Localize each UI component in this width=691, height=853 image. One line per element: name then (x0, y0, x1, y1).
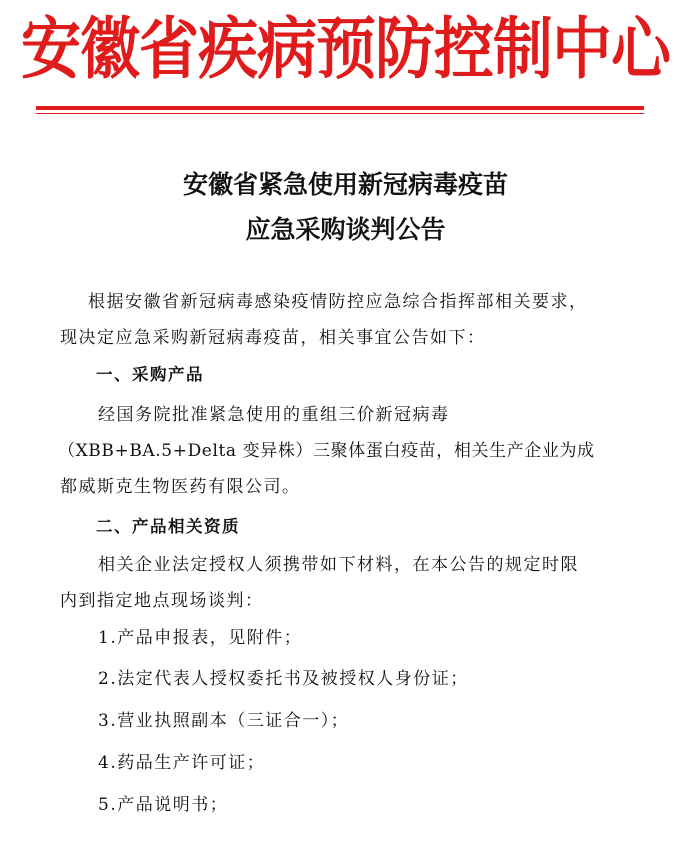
section1-line2: （XBB+BA.5+Delta 变异株）三聚体蛋白疫苗，相关生产企业为成 (58, 441, 595, 461)
section2-line1: 相关企业法定授权人须携带如下材料，在本公告的规定时限 (98, 555, 579, 575)
section1-heading: 一、采购产品 (96, 365, 204, 384)
intro-line2: 现决定应急采购新冠病毒疫苗，相关事宜公告如下： (60, 328, 486, 348)
section2-heading: 二、产品相关资质 (96, 517, 240, 536)
document-title-line2: 应急采购谈判公告 (245, 215, 446, 244)
material-item-1: 1.产品申报表，见附件； (98, 628, 303, 648)
letterhead-org-name: 安徽省疾病预防控制中心 (21, 10, 670, 89)
material-item-5: 5.产品说明书； (98, 795, 229, 815)
letterhead-rule-thick (36, 106, 644, 110)
material-item-3: 3.营业执照副本（三证合一）； (98, 711, 350, 731)
section1-line1: 经国务院批准紧急使用的重组三价新冠病毒 (98, 405, 450, 425)
material-item-2: 2.法定代表人授权委托书及被授权人身份证； (98, 669, 469, 689)
section1-line3: 都威斯克生物医药有限公司。 (60, 477, 301, 497)
intro-line1: 根据安徽省新冠病毒感染疫情防控应急综合指挥部相关要求， (88, 292, 588, 312)
material-item-4: 4.药品生产许可证； (98, 753, 266, 773)
section2-line2: 内到指定地点现场谈判： (60, 591, 264, 611)
document-title-line1: 安徽省紧急使用新冠病毒疫苗 (182, 170, 508, 199)
letterhead-rule-thin (36, 113, 644, 114)
